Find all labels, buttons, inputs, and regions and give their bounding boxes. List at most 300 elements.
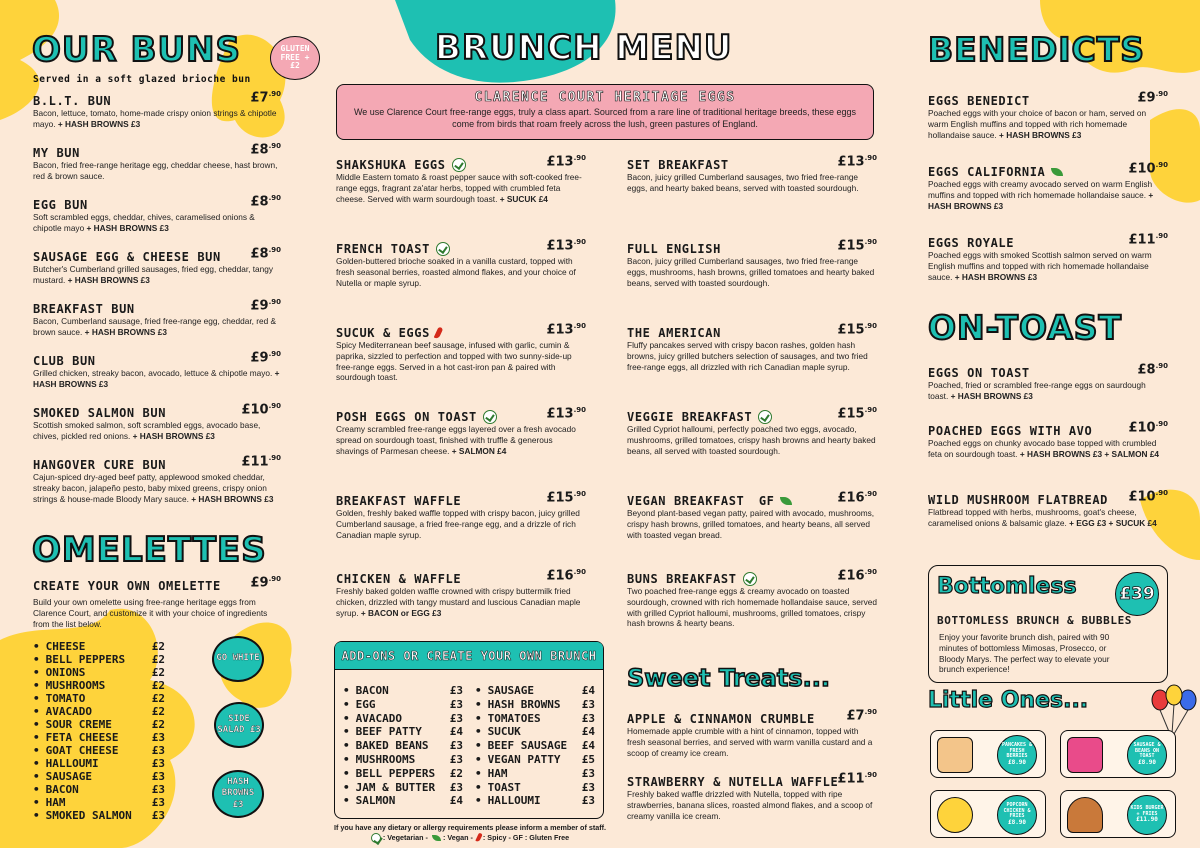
gluten-free-badge: GLUTEN FREE + £2	[270, 36, 320, 80]
option-item	[475, 684, 595, 698]
item-extra: + EGG £3 + SUCUK £4	[1069, 517, 1157, 528]
item-extra: + HASH BROWNS £3 + SALMON £4	[1019, 448, 1160, 459]
option-price: £3	[449, 739, 463, 753]
item-price: £15	[837, 406, 865, 422]
chick-icon	[937, 797, 973, 833]
option-name: • VEGAN PATTY	[487, 752, 561, 766]
item-desc: Homemade apple crumble with a hint of cinnamon, topped with fresh seasonal berries, and served with warm vanilla custard and a scoop of creamy ice cream.	[627, 726, 873, 758]
bottomless-desc: Enjoy your favorite brunch dish, paired with 90 minutes of bottomless Mimosas, Prosecco, or Bloody Marys. The perfect way to elevate your brunch experience!	[939, 632, 1110, 675]
option-name: • BACON	[355, 684, 389, 697]
omelette-price: £9	[250, 575, 269, 591]
option-price: £2	[151, 718, 165, 731]
item-name: POACHED EGGS WITH AVO	[928, 424, 1093, 438]
option-item	[33, 705, 165, 718]
option-item	[475, 767, 595, 781]
kids-card-sausage	[1060, 730, 1176, 778]
item-price: £7	[846, 708, 865, 724]
menu-item	[627, 570, 877, 629]
footer-legend	[314, 833, 626, 843]
option-price: £2	[151, 653, 165, 666]
menu-item	[33, 248, 281, 286]
item-name: BREAKFAST BUN	[33, 302, 135, 316]
item-extra: + HASH BROWNS £3	[954, 271, 1038, 282]
vegetarian-icon	[743, 572, 757, 586]
item-desc: Middle Eastern tomato & roast pepper sauce with soft-cooked free-range eggs, fragrant za'atar herbs, topped with crumbled feta cheese. Served with warm sourdough toast.	[336, 172, 582, 204]
go-white-badge: GO WHITE	[212, 636, 264, 682]
vegan-icon	[1051, 168, 1063, 176]
side-salad-badge: SIDE SALAD £3	[214, 702, 264, 748]
option-price: £5	[581, 752, 595, 766]
option-price: £3	[449, 780, 463, 794]
option-item	[343, 767, 463, 781]
option-price: £3	[581, 780, 595, 794]
option-item	[33, 770, 165, 783]
item-price: £10	[1128, 420, 1156, 436]
item-name: SAUSAGE EGG & CHEESE BUN	[33, 250, 221, 264]
footer-allergy: If you have any dietary or allergy requirements please inform a member of staff.	[333, 823, 607, 832]
option-price: £4	[581, 739, 595, 753]
banner-text: We use Clarence Court free-range eggs, truly a class apart. Sourced from a rare line of traditional heritage breeds, these eggs come from birds that roam freely across the lush, green pastures of England.	[353, 107, 857, 129]
item-extra: + HASH BROWNS £3	[67, 274, 150, 285]
item-price: £8	[1137, 362, 1156, 378]
item-desc: Beyond plant-based vegan patty, paired with avocado, mushrooms, crispy hash browns, grilled tomatoes, and hearty beans, all served with toasted vegan bread.	[627, 508, 875, 540]
item-desc: Bacon, juicy grilled Cumberland sausages, two fried free-range eggs, mushrooms, hash browns, grilled tomatoes and hearty baked beans, served with toasted sourdough.	[627, 256, 875, 288]
menu-item	[33, 144, 281, 182]
option-name: • HAM	[45, 796, 66, 809]
option-name: • HASH BROWNS	[487, 697, 561, 711]
spicy-icon	[475, 833, 482, 843]
legend-veg: : Vegetarian -	[382, 832, 430, 842]
vegan-icon	[780, 497, 792, 505]
item-name: APPLE & CINNAMON CRUMBLE	[627, 712, 815, 726]
option-name: • SALMON	[355, 794, 396, 808]
kids-badge	[1127, 795, 1167, 835]
option-name: • BELL PEPPERS	[45, 653, 126, 666]
item-price: £15	[837, 238, 865, 254]
item-desc: Scottish smoked salmon, soft scrambled eggs, avocado base, chives, pickled red onions.	[33, 420, 261, 441]
kids-card-popcorn	[930, 790, 1046, 838]
item-pence: .90	[1155, 90, 1168, 98]
kids-badge	[997, 735, 1037, 775]
option-name: • SMOKED SALMON	[45, 809, 132, 822]
vegetarian-icon	[483, 410, 497, 424]
item-price: £13	[546, 406, 574, 422]
option-price: £3	[581, 794, 595, 808]
kids-card-pancakes	[930, 730, 1046, 778]
item-desc: Freshly baked golden waffle crowned with crispy buttermilk fried chicken, drizzled with tangy mustard and luscious Canadian maple syrup.	[336, 586, 581, 618]
item-pence: .90	[573, 490, 586, 498]
pancakes-icon	[937, 737, 973, 773]
item-price: £13	[546, 322, 574, 338]
option-price: £3	[151, 783, 165, 796]
item-pence: .90	[864, 490, 877, 498]
option-item	[475, 794, 595, 808]
legend-vegan: : Vegan -	[442, 832, 475, 842]
option-item	[33, 718, 165, 731]
toast-icon	[1067, 737, 1103, 773]
option-item	[33, 796, 165, 809]
item-name: FRENCH TOAST	[336, 242, 430, 256]
option-price: £2	[449, 766, 463, 780]
balloons-icon	[1148, 684, 1198, 736]
option-name: • HALLOUMI	[45, 757, 99, 770]
item-price: £8	[250, 142, 269, 158]
kids-badge	[1127, 735, 1167, 775]
option-price: £2	[151, 640, 165, 653]
option-price: £3	[581, 711, 595, 725]
option-name: • SAUSAGE	[45, 770, 92, 783]
bottomless-subtitle: BOTTOMLESS BRUNCH & BUBBLES	[937, 614, 1133, 627]
item-price: £11	[1128, 232, 1156, 248]
item-desc: Fluffy pancakes served with crispy bacon rashes, golden hash browns, juicy grilled butchers selection of sausages, and two fried free-range eggs, all drizzled with rich Canadian maple syrup.	[627, 340, 868, 372]
item-desc: Bacon, juicy grilled Cumberland sausages, two fried free-range eggs, and hearty baked beans, served with toasted sourdough.	[627, 172, 859, 193]
option-name: • BELL PEPPERS	[355, 766, 436, 780]
item-desc: Bacon, Cumberland sausage, fried free-range egg, cheddar, red & brown sauce.	[33, 316, 277, 337]
menu-item	[928, 364, 1168, 402]
item-pence: .90	[864, 154, 877, 162]
menu-item	[336, 240, 586, 288]
kids-card-burger	[1060, 790, 1176, 838]
little-title: Little Ones...	[928, 688, 1089, 713]
item-extra: + HASH BROWNS £3	[132, 430, 215, 441]
item-extra: + SALMON £4	[451, 445, 507, 456]
option-name: • SUCUK	[487, 725, 521, 739]
item-desc: Poached eggs with your choice of bacon or ham, served on warm English muffins and topped with rich homemade hollandaise sauce.	[928, 108, 1147, 140]
option-name: • GOAT CHEESE	[45, 744, 119, 757]
menu-item	[336, 324, 586, 383]
item-desc: Golden, freshly baked waffle topped with crispy bacon, juicy grilled Cumberland sausage, a fried free-range egg, and a drizzle of rich Canadian maple syrup.	[336, 508, 580, 540]
option-name: • BEEF SAUSAGE	[487, 739, 568, 753]
item-price: £8	[250, 194, 269, 210]
legend-spicy: : Spicy - GF : Gluten Free	[482, 832, 570, 842]
item-desc: Poached eggs on chunky avocado base topped with crumbled feta on sourdough toast.	[928, 438, 1157, 459]
item-name: BUNS BREAKFAST	[627, 572, 737, 586]
item-price: £15	[837, 322, 865, 338]
option-name: • AVACADO	[45, 705, 92, 718]
item-price: £7	[250, 90, 269, 106]
banner-title: CLARENCE COURT HERITAGE EGGS	[474, 90, 736, 105]
kids-label: SAUSAGE & BEANS ON TOAST	[1133, 741, 1161, 760]
menu-item	[33, 300, 281, 338]
item-extra: + HASH BROWNS £3	[999, 129, 1082, 140]
item-pence: .90	[864, 322, 877, 330]
addons-title: ADD-ONS OR CREATE YOUR OWN BRUNCH	[341, 648, 597, 663]
item-name: THE AMERICAN	[627, 326, 721, 340]
omelette-options	[33, 640, 165, 822]
item-price: £10	[241, 402, 269, 418]
item-desc: Bacon, lettuce, tomato, home-made crispy onion strings & chipotle mayo.	[33, 108, 277, 129]
option-item	[343, 684, 463, 698]
option-item	[33, 692, 165, 705]
item-name: VEGGIE BREAKFAST	[627, 410, 753, 424]
option-item	[33, 744, 165, 757]
item-desc: Butcher's Cumberland grilled sausages, fried egg, cheddar, tangy mustard.	[33, 264, 274, 285]
option-item	[475, 753, 595, 767]
option-name: • BACON	[45, 783, 79, 796]
item-desc: Freshly baked waffle drizzled with Nutella, topped with ripe strawberries, banana slices, roasted almond flakes, and a scoop of creamy vanilla ice cream.	[627, 789, 873, 821]
vegetarian-icon	[371, 833, 381, 843]
option-price: £4	[581, 725, 595, 739]
option-name: • FETA CHEESE	[45, 731, 119, 744]
item-extra: + HASH BROWNS £3	[33, 368, 280, 389]
item-extra: + SUCUK £4	[499, 193, 548, 204]
menu-item	[336, 156, 586, 204]
option-item	[33, 653, 165, 666]
kids-price: £8.90	[1007, 759, 1027, 767]
item-name: SET BREAKFAST	[627, 158, 729, 172]
item-desc: Grilled chicken, streaky bacon, avocado, lettuce & chipotle mayo.	[33, 368, 273, 378]
item-desc: Grilled Cypriot halloumi, perfectly poached two eggs, avocado, mushrooms, grilled tomatoes, crispy hash browns and hearty baked beans, all served with toasted sourdough.	[627, 424, 876, 456]
menu-item	[336, 570, 586, 618]
bottomless-price: £39	[1115, 572, 1159, 616]
menu-item	[33, 456, 281, 504]
option-item	[33, 757, 165, 770]
item-price: £8	[250, 246, 269, 262]
option-item	[33, 731, 165, 744]
option-price: £3	[151, 731, 165, 744]
kids-price: £8.90	[1137, 759, 1157, 767]
menu-item	[627, 710, 877, 758]
item-name: HANGOVER CURE BUN	[33, 458, 167, 472]
option-name: • BAKED BEANS	[355, 739, 429, 753]
item-name: CHICKEN & WAFFLE	[336, 572, 462, 586]
menu-item	[336, 492, 586, 540]
kids-label: PANCAKES & FRESH BERRIES	[1001, 741, 1033, 760]
kids-label: POPCORN CHICKEN & FRIES	[1003, 801, 1031, 820]
item-pence: .90	[573, 238, 586, 246]
option-price: £3	[151, 770, 165, 783]
item-pence: .90	[1155, 420, 1168, 428]
item-desc: Cajun-spiced dry-aged beef patty, applewood smoked cheddar, streaky bacon, jalapeño pesto, baby mixed greens, crispy onion strings & house-made Bloody Mary sauce.	[33, 472, 267, 504]
brunch-title: BRUNCH MENU	[435, 28, 733, 68]
item-name: POSH EGGS ON TOAST	[336, 410, 477, 424]
bottomless-panel	[928, 565, 1168, 683]
menu-item	[33, 352, 281, 390]
omelettes-title: OMELETTES	[32, 530, 267, 570]
item-pence: .90	[864, 238, 877, 246]
option-price: £2	[151, 692, 165, 705]
item-price: £16	[837, 490, 865, 506]
menu-item	[627, 240, 877, 288]
option-name: • EGG	[355, 697, 376, 711]
option-price: £3	[151, 757, 165, 770]
omelette-pence: .90	[268, 575, 281, 583]
kids-label: KIDS BURGER + FRIES	[1130, 804, 1164, 817]
item-price: £9	[250, 350, 269, 366]
option-item	[475, 725, 595, 739]
item-name: MY BUN	[33, 146, 80, 160]
option-name: • SAUSAGE	[487, 684, 534, 697]
kids-price: £11.90	[1136, 816, 1158, 824]
item-desc: Golden-buttered brioche soaked in a vanilla custard, topped with fresh seasonal berries, roasted almond flakes, and your choice of Nutella or maple syrup.	[336, 256, 576, 288]
option-price: £3	[581, 766, 595, 780]
item-extra: + HASH BROWNS £3	[84, 326, 167, 337]
option-name: • TOAST	[487, 780, 521, 794]
gf-tag: GF	[758, 494, 775, 508]
option-item	[343, 725, 463, 739]
item-extra: + HASH BROWNS £3	[950, 390, 1033, 401]
option-item	[343, 753, 463, 767]
vegan-icon	[432, 835, 441, 841]
addons-col1	[343, 684, 463, 808]
menu-item	[627, 408, 877, 456]
item-name: EGGS CALIFORNIA	[928, 165, 1046, 179]
benedicts-title: BENEDICTS	[928, 30, 1146, 69]
omelette-name: CREATE YOUR OWN OMELETTE	[33, 579, 221, 593]
item-price: £11	[241, 454, 269, 470]
option-name: • HAM	[487, 766, 508, 780]
item-desc: Flatbread topped with herbs, mushrooms, goat's cheese, caramelised onions & balsamic glaze.	[928, 507, 1137, 528]
option-name: • HALLOUMI	[487, 794, 541, 808]
item-name: VEGAN BREAKFAST	[627, 494, 745, 508]
option-price: £3	[449, 684, 463, 697]
item-extra: + HASH BROWNS £3	[191, 493, 274, 504]
item-pence: .90	[268, 298, 281, 306]
chili-icon	[434, 326, 444, 339]
option-name: • TOMATOES	[487, 711, 541, 725]
item-extra: + HASH BROWNS £3	[86, 222, 169, 233]
burger-icon	[1067, 797, 1103, 833]
item-pence: .90	[864, 708, 877, 716]
item-price: £10	[1128, 489, 1156, 505]
option-name: • JAM & BUTTER	[355, 780, 436, 794]
item-name: WILD MUSHROOM FLATBREAD	[928, 493, 1108, 507]
item-pence: .90	[268, 402, 281, 410]
item-name: EGGS ROYALE	[928, 236, 1015, 250]
item-pence: .90	[1155, 161, 1168, 169]
item-price: £9	[1137, 90, 1156, 106]
addons-header	[335, 642, 603, 670]
item-desc: Bacon, fried free-range heritage egg, cheddar cheese, hast brown, red & brown sauce.	[33, 160, 278, 181]
option-price: £3	[151, 796, 165, 809]
vegetarian-icon	[758, 410, 772, 424]
option-price: £3	[449, 752, 463, 766]
heritage-banner	[336, 84, 874, 140]
menu-item	[336, 408, 586, 456]
option-price: £2	[151, 705, 165, 718]
item-desc: Poached eggs with creamy avocado served on warm English muffins and topped with rich homemade hollandaise sauce.	[928, 179, 1153, 200]
item-name: EGG BUN	[33, 198, 88, 212]
menu-item	[33, 404, 281, 442]
option-name: • TOMATO	[45, 692, 86, 705]
item-pence: .90	[864, 771, 877, 779]
item-name: CLUB BUN	[33, 354, 96, 368]
option-name: • AVACADO	[355, 711, 402, 725]
item-price: £15	[546, 490, 574, 506]
item-name: SUCUK & EGGS	[336, 326, 430, 340]
item-desc: Two poached free-range eggs & creamy avocado on toasted sourdough, crowned with rich homemade hollandaise sauce, served with grilled Cypriot halloumi, mushrooms, grilled tomatoes, crispy hash browns & hearty beans.	[627, 586, 877, 629]
menu-item	[627, 156, 877, 194]
option-item	[343, 698, 463, 712]
menu-item	[627, 773, 877, 821]
menu-item	[33, 196, 281, 234]
item-pence: .90	[268, 142, 281, 150]
option-item	[475, 781, 595, 795]
option-price: £4	[449, 794, 463, 808]
option-price: £2	[151, 666, 165, 679]
option-price: £3	[151, 809, 165, 822]
menu-item	[33, 92, 281, 130]
item-name: EGGS ON TOAST	[928, 366, 1030, 380]
option-item	[475, 698, 595, 712]
option-price: £4	[449, 725, 463, 739]
item-name: FULL ENGLISH	[627, 242, 721, 256]
option-item	[475, 739, 595, 753]
item-name: BREAKFAST WAFFLE	[336, 494, 462, 508]
option-price: £2	[151, 679, 165, 692]
item-pence: .90	[573, 154, 586, 162]
option-name: • SOUR CREME	[45, 718, 112, 731]
menu-item	[627, 324, 877, 372]
item-name: B.L.T. BUN	[33, 94, 112, 108]
item-price: £10	[1128, 161, 1156, 177]
item-extra: + HASH BROWNS £3	[57, 118, 141, 129]
option-price: £3	[151, 744, 165, 757]
item-pence: .90	[1155, 489, 1168, 497]
item-pence: .90	[573, 568, 586, 576]
option-name: • BEEF PATTY	[355, 725, 422, 739]
item-desc: Poached eggs with smoked Scottish salmon served on warm English muffins and topped with rich homemade hollandaise sauce.	[928, 250, 1152, 282]
item-pence: .90	[573, 322, 586, 330]
buns-title: OUR BUNS	[32, 30, 241, 70]
kids-price: £8.90	[1007, 819, 1027, 827]
option-item	[343, 794, 463, 808]
item-price: £16	[546, 568, 574, 584]
option-name: • ONIONS	[45, 666, 86, 679]
option-item	[33, 809, 165, 822]
option-item	[343, 712, 463, 726]
option-item	[33, 640, 165, 653]
item-extra: + HASH BROWNS £3	[928, 189, 1154, 211]
option-item	[33, 783, 165, 796]
sweet-title: Sweet Treats...	[627, 664, 830, 692]
menu-item	[928, 234, 1168, 282]
omelette-item	[33, 577, 281, 595]
option-price: £3	[449, 697, 463, 711]
item-pence: .90	[864, 406, 877, 414]
addons-col2	[475, 684, 595, 808]
option-item	[475, 712, 595, 726]
item-name: STRAWBERRY & NUTELLA WAFFLE	[627, 775, 839, 789]
menu-item	[928, 163, 1168, 211]
menu-item	[627, 492, 877, 540]
addons-panel	[334, 641, 604, 819]
item-pence: .90	[268, 90, 281, 98]
vegetarian-icon	[452, 158, 466, 172]
menu-item	[928, 491, 1168, 529]
omelette-desc: Build your own omelette using free-range heritage eggs from Clarence Court, and customize it with your choice of ingredients from the list below.	[33, 597, 268, 629]
item-pence: .90	[268, 194, 281, 202]
option-name: • MUSHROOMS	[45, 679, 106, 692]
item-price: £9	[250, 298, 269, 314]
option-item	[33, 666, 165, 679]
item-desc: Creamy scrambled free-range eggs layered over a fresh avocado spread on sourdough toast, finished with truffle & generous shavings of Parmesan cheese.	[336, 424, 576, 456]
item-price: £16	[837, 568, 865, 584]
item-price: £13	[546, 154, 574, 170]
item-price: £13	[837, 154, 865, 170]
hash-browns-badge: HASH BROWNS £3	[212, 770, 264, 818]
item-pence: .90	[268, 246, 281, 254]
dietary-footer	[314, 823, 626, 843]
item-desc: Spicy Mediterranean beef sausage, infused with garlic, cumin & paprika, sizzled to perfection and topped with two sunny-side-up free-range eggs. Served in a hot cast-iron pan & paired with sourdough toast.	[336, 340, 572, 383]
vegetarian-icon	[436, 242, 450, 256]
buns-subtitle: Served in a soft glazed brioche bun	[33, 74, 251, 85]
menu-item	[928, 92, 1168, 140]
option-item	[343, 781, 463, 795]
item-name: SMOKED SALMON BUN	[33, 406, 167, 420]
item-pence: .90	[268, 350, 281, 358]
ontoast-title: ON-TOAST	[928, 308, 1123, 347]
